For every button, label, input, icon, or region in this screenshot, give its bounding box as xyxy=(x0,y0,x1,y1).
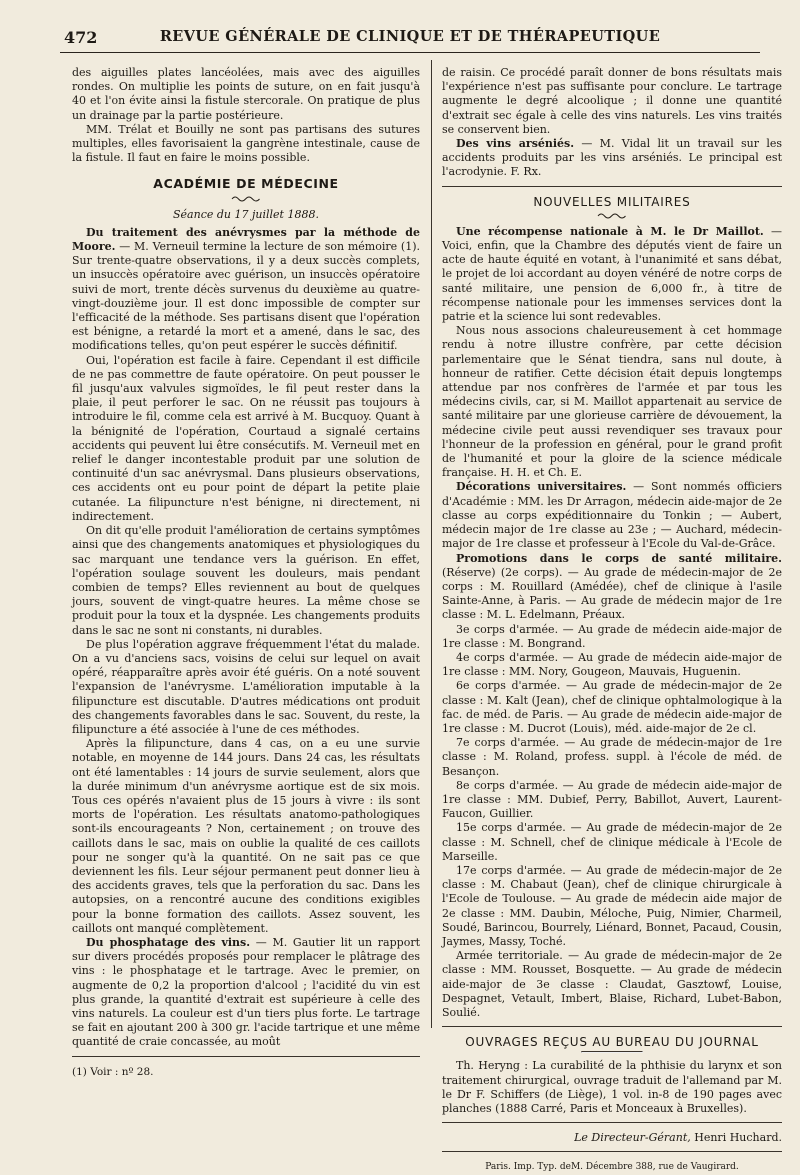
paragraph: 7e corps d'armée. — Au grade de médecin-major de 1re classe : M. Roland, profess. suppl. à l'école de méd. de Besançon. xyxy=(442,736,782,778)
paragraph: On dit qu'elle produit l'amélioration de certains symptômes ainsi que des changements anatomiques et physiologiques du sac marquant une tendance vers la guérison. En effet, l'opération soulage souvent les douleurs, mais pendant combien de temps? Elles reviennent au bout de quelques jours, souvent de vingt-quatre heures. La même chose se produit pour la toux et la dyspnée. Les changements produits dans le sac ne sont ni constants, ni durables. xyxy=(72,524,420,637)
ornament xyxy=(442,210,782,220)
author-initials: H. H. et Ch. E. xyxy=(500,466,582,480)
paragraph: 4e corps d'armée. — Au grade de médecin aide-major de 1re classe : MM. Nory, Gougeon, Mauvais, Huguenin. xyxy=(442,650,782,679)
section-title-nouvelles: NOUVELLES MILITAIRES xyxy=(533,194,691,209)
paragraph-heading: Des vins arséniés. xyxy=(456,137,575,151)
paragraph: Nous nous associons chaleureusement à cet hommage rendu à notre illustre confrère, par cette décision parlementaire que le Sénat tiendra, sans nul doute, à honneur de ratifier. Cette décision était depuis longtemps attendue par nos confrères de l'armée et par tous les médecins civils, car, si M. Maillot appartenait au service de santé militaire par une glorieuse carrière de dévouement, la médecine civile peut aussi revendiquer ses travaux pour l'honneur de la profession en général, pour le grand profit de l'humanité et pour la gloire de la science médicale française. H. H. et Ch. E. xyxy=(442,324,782,480)
paragraph: 15e corps d'armée. — Au grade de médecin-major de 2e classe : M. Schnell, chef de clinique médicale à l'Ecole de Marseille. xyxy=(442,821,782,863)
page-number: 472 xyxy=(64,28,98,47)
ornament xyxy=(72,193,420,203)
short-rule xyxy=(581,1051,643,1053)
signature: Le Directeur-Gérant, Henri Huchard. xyxy=(574,1131,782,1145)
paragraph: Du phosphatage des vins. — M. Gautier lit un rapport sur divers procédés proposés pour remplacer le plâtrage des vins : le phosphatage et le tartrage. Avec le premier, on augmente de 0,2 la proportion d'alcool ; l'acidité du vin est plus grande, la quantité d'extrait est supérieure à celle des vins naturels. La couleur est d'un tiers plus forte. Le tartrage se fait en ajoutant 200 à 300 gr. l'acide tartrique et une même quantité de craie concassée, au moût xyxy=(72,935,421,1049)
paragraph-heading: Une récompense nationale à M. le Dr Maillot. xyxy=(456,224,764,238)
column-divider xyxy=(431,60,432,1028)
paragraph: MM. Trélat et Bouilly ne sont pas partisans des sutures multiples, elles favorisaient la gangrène intestinale, cause de la fistule. Il faut en faire le moins possible. xyxy=(72,122,420,165)
paragraph: Du traitement des anévrysmes par la méthode de Moore. — M. Verneuil termine la lecture de son mémoire (1). Sur trente-quatre observations, il y a deux succès complets, un insuccès opératoire avec guérison, un insuccès opératoire suivi de mort, trente décès survenus du deuxième au quatre-vingt-douzième jour. Il est donc impossible de compter sur l'efficacité de la méthode. Ses partisans disent que l'opération est bénigne, a retardé la mort et a amené, dans le sac, des modifications telles, qu'on peut espérer le succès définitif. xyxy=(72,225,420,353)
paragraph: Après la filipuncture, dans 4 cas, on a eu une survie notable, en moyenne de 144 jours. Dans 24 cas, les résultats ont été lamentables : 14 jours de survie seulement, alors que la durée minimum d'un anévrysme aortique est de six mois. Tous ces opérés n'avaient plus de 15 jours à vivre : ils sont morts de l'opération. Les résultats anatomo-pathologiques sont-ils encourageants ? Non, certainement ; on trouve des caillots dans le sac, mais on oublie la qualité de ces caillots pour ne songer qu'à la quantité. On ne sait pas ce que deviennent les fils. Leur séjour permanent peut donner lieu à des accidents graves, tels que la perforation du sac. Dans les autopsies, on a rencontré aucune des conditions exigibles pour la bonne formation des caillots. Assez souvent, les caillots ont manqué complètement. xyxy=(72,737,420,935)
seance-date: Séance du 17 juillet 1888. xyxy=(173,207,319,221)
paragraph-heading: Décorations universitaires. xyxy=(456,480,627,494)
paragraph: Armée territoriale. — Au grade de médecin-major de 2e classe : MM. Rousset, Bosquette. — Au grade de médecin aide-major de 3e classe : Claudat, Gasztowf, Louise, Despagnet, Vetault, Imbert, Blaise, Richard, Lubet-Babon, Soulié. xyxy=(442,949,782,1019)
left-column xyxy=(72,66,421,1078)
paragraph: Th. Heryng : La curabilité de la phthisie du larynx et son traitement chirurgical, ouvrage traduit de l'allemand par M. le Dr F. Schiffers (de Liège), 1 vol. in-8 de 190 pages avec planches (1888 Carré, Paris et Monceaux à Bruxelles). xyxy=(442,1059,782,1116)
paragraph: de raisin. Ce procédé paraît donner de bons résultats mais l'expérience n'est pas suffisante pour conclure. Le tartrage augmente le degré alcoolique ; il donne une quantité d'extrait sec égale à celle des vins naturels. Les vins traités se conservent bien. xyxy=(442,66,782,136)
imprint-rule xyxy=(442,1151,782,1152)
section-title-ouvrages: OUVRAGES REÇUS AU BUREAU DU JOURNAL xyxy=(465,1035,759,1050)
paragraph: Décorations universitaires. — Sont nommés officiers d'Académie : MM. les Dr Arragon, médecin aide-major de 2e classe au corps expéditionnaire du Tonkin ; — Aubert, médecin major de 1re classe au 23e ; — Auchard, médecin-major de 1re classe et professeur à l'Ecole du Val-de-Grâce. xyxy=(442,480,783,551)
author-initials: F. Rx. xyxy=(510,165,542,179)
paragraph: De plus l'opération aggrave fréquemment l'état du malade. On a vu d'anciens sacs, voisins de celui sur lequel on avait opéré, réapparaître après avoir été guéris. On a noté souvent l'expansion de l'anévrysme. L'amélioration imputable à la filipuncture est discutable. D'autres médications ont produit des changements favorables dans le sac. Souvent, du reste, la filipuncture a été associée à l'une de ces méthodes. xyxy=(72,637,420,736)
page-header xyxy=(60,18,760,53)
paragraph: Une récompense nationale à M. le Dr Maillot. — Voici, enfin, que la Chambre des députés vient de faire un acte de haute équité en votant, à l'unanimité et sans débat, le projet de loi accordant au doyen vénéré de notre corps de santé militaire, une pension de 6,000 fr., à titre de récompense nationale pour les immenses services dont la patrie et la science lui sont redevables. xyxy=(442,224,782,324)
paragraph: 6e corps d'armée. — Au grade de médecin-major de 2e classe : M. Kalt (Jean), chef de clinique ophtalmologique à la fac. de méd. de Paris. — Au grade de médecin aide-major de 1re classe : M. Ducrot (Louis), méd. aide-major de 2e cl. xyxy=(442,679,782,735)
paragraph-heading: Du phosphatage des vins. xyxy=(86,935,251,949)
paragraph: des aiguilles plates lancéolées, mais avec des aiguilles rondes. On multiplie les points de suture, on en fait jusqu'à 40 et l'on évite ainsi la fistule stercorale. On pratique de plus un drainage par la partie postérieure. xyxy=(72,66,420,122)
footnote: (1) Voir : nº 28. xyxy=(72,1065,154,1078)
paragraph: Promotions dans le corps de santé militaire. (Réserve) (2e corps). — Au grade de médecin-major de 2e corps : M. Rouillard (Amédée), chef de clinique à l'asile Sainte-Anne, à Paris. — Au grade de médecin major de 1re classe : M. L. Edelmann, Préaux. xyxy=(442,551,782,622)
paragraph: 3e corps d'armée. — Au grade de médecin aide-major de 1re classe : M. Bongrand. xyxy=(442,622,782,650)
imprint: Paris. Imp. Typ. deM. Décembre 388, rue de Vaugirard. xyxy=(485,1162,739,1173)
section-rule xyxy=(442,1026,782,1027)
running-title: REVUE GÉNÉRALE DE CLINIQUE ET DE THÉRAPEUTIQUE xyxy=(159,28,661,45)
paragraph-heading: Promotions dans le corps de santé militaire. xyxy=(456,551,782,565)
footnote-rule xyxy=(72,1056,420,1057)
section-title-academie: ACADÉMIE DE MÉDECINE xyxy=(153,176,339,192)
signature-rule xyxy=(442,1122,782,1123)
paragraph-heading: Du traitement des anévrysmes par la méthode de Moore. xyxy=(72,225,420,254)
paragraph: 17e corps d'armée. — Au grade de médecin-major de 2e classe : M. Chabaut (Jean), chef de clinique chirurgicale à l'Ecole de Toulouse. — Au grade de médecin aide major de 2e classe : MM. Daubin, Méloche, Puig, Nimier, Charmeil, Soudé, Barincou, Bourrely, Liénard, Bonnet, Pacaud, Cousin, Jaymes, Massy, Toché. xyxy=(442,863,782,948)
right-column xyxy=(442,66,783,1173)
paragraph: 8e corps d'armée. — Au grade de médecin aide-major de 1re classe : MM. Dubief, Perry, Babillot, Auvert, Laurent-Faucon, Guillier. xyxy=(442,778,782,821)
section-rule xyxy=(442,186,782,187)
paragraph: Des vins arséniés. — M. Vidal lit un travail sur les accidents produits par les vins arséniés. Le principal est l'acrodynie. F. Rx. xyxy=(442,137,782,179)
paragraph: Oui, l'opération est facile à faire. Cependant il est difficile de ne pas commettre de faute opératoire. On peut pousser le fil jusqu'aux valvules sigmoïdes, le fil peut rester dans la plaie, il peut perforer le sac. On ne réussit pas toujours à introduire le fil, comme cela est arrivé à M. Bucquoy. Quant à la bénignité de l'opération, Courtaud a signalé certains accidents qui peuvent lui être consécutifs. M. Verneuil met en relief le danger incontestable produit par une solution de continuité d'un sac anévrysmal. Dans plusieurs observations, ces accidents ont eu pour point de départ la petite plaie cutanée. La filipuncture n'est bénigne, ni directement, ni indirectement. xyxy=(72,353,420,523)
